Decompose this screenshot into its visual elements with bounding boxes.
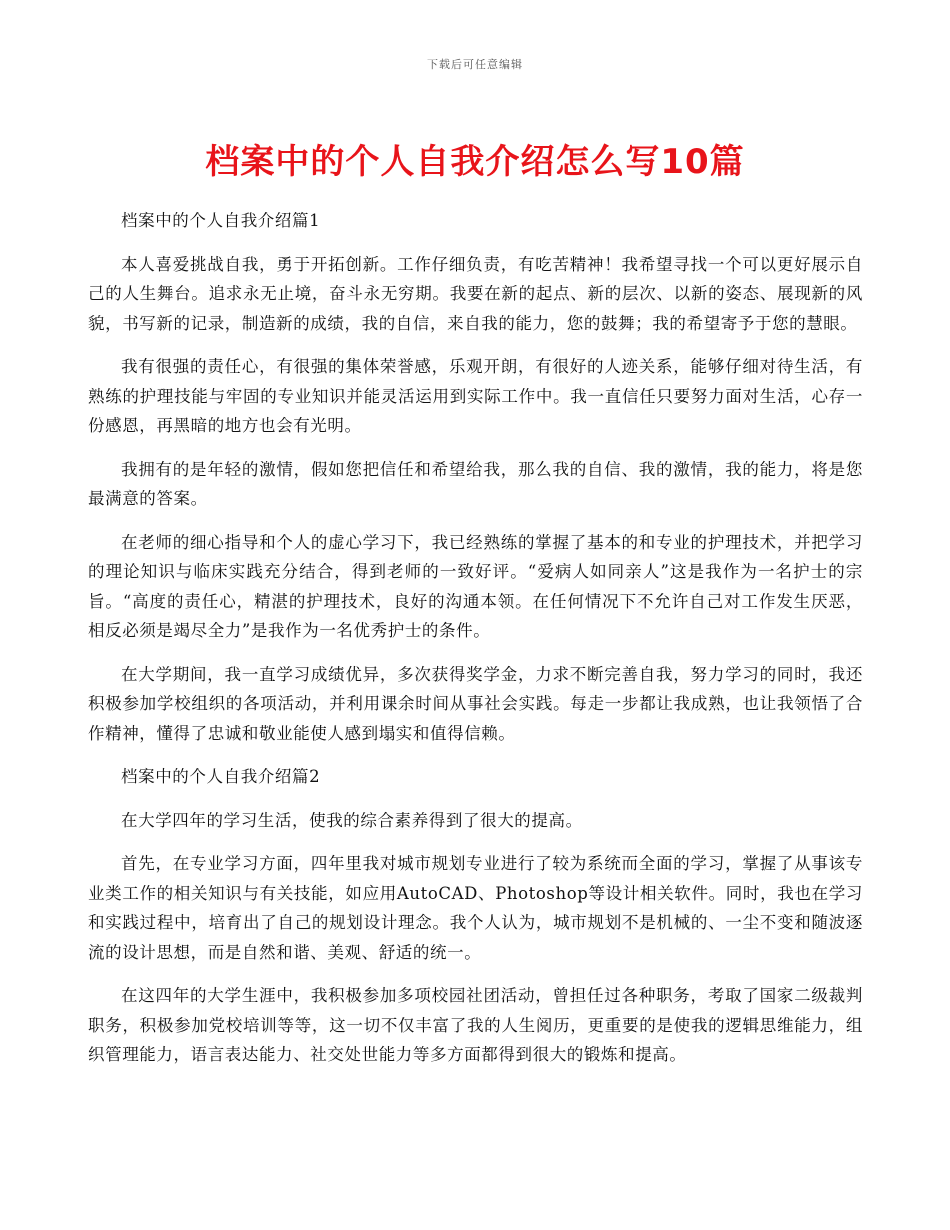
section-heading-2: 档案中的个人自我介绍篇2 <box>121 767 321 786</box>
paragraph: 在大学期间，我一直学习成绩优异，多次获得奖学金，力求不断完善自我，努力学习的同时，我还积极参加学校组织的各项活动，并利用课余时间从事社会实践。每走一步都让我成熟，也让我领悟了合作精神，懂得了忠诚和敬业能使人感到塌实和值得信赖。 <box>88 664 863 743</box>
paragraph: 本人喜爱挑战自我，勇于开拓创新。工作仔细负责，有吃苦精神！我希望寻找一个可以更好展示自己的人生舞台。追求永无止境，奋斗永无穷期。我要在新的起点、新的层次、以新的姿态、展现新的风貌，书写新的记录，制造新的成绩，我的自信，来自我的能力，您的鼓舞；我的希望寄予于您的慧眼。 <box>88 254 863 333</box>
paragraph: 我有很强的责任心，有很强的集体荣誉感，乐观开朗，有很好的人迹关系，能够仔细对待生活，有熟练的护理技能与牢固的专业知识并能灵活运用到实际工作中。我一直信任只要努力面对生活，心存一份感恩，再黑暗的地方也会有光明。 <box>88 357 863 435</box>
section-heading-1: 档案中的个人自我介绍篇1 <box>121 211 321 230</box>
paragraph: 首先，在专业学习方面，四年里我对城市规划专业进行了较为系统而全面的学习，掌握了从事该专业类工作的相关知识与有关技能，如应用AutoCAD、Photoshop等设计相关软件。同时，我也在学习和实践过程中，培育出了自己的规划设计理念。我个人认为，城市规划不是机械的、一尘不变和随波逐流的设计思想，而是自然和谐、美观、舒适的统一。 <box>88 854 863 962</box>
paragraph: 在老师的细心指导和个人的虚心学习下，我已经熟练的掌握了基本的和专业的护理技术，并把学习的理论知识与临床实践充分结合，得到老师的一致好评。“爱病人如同亲人”这是我作为一名护士的宗旨。“高度的责任心，精湛的护理技术，良好的沟通本领。在任何情况下不允许自己对工作发生厌恶，相反必须是竭尽全力”是我作为一名优秀护士的条件。 <box>88 532 863 640</box>
document-title: 档案中的个人自我介绍怎么写10篇 <box>205 142 745 182</box>
header-note: 下载后可任意编辑 <box>427 58 523 71</box>
paragraph: 我拥有的是年轻的激情，假如您把信任和希望给我，那么我的自信、我的激情，我的能力，将是您最满意的答案。 <box>88 459 863 508</box>
paragraph: 在大学四年的学习生活，使我的综合素养得到了很大的提高。 <box>121 810 583 830</box>
document-body <box>88 206 863 1084</box>
paragraph: 在这四年的大学生涯中，我积极参加多项校园社团活动，曾担任过各种职务，考取了国家二级裁判职务，积极参加党校培训等等，这一切不仅丰富了我的人生阅历，更重要的是使我的逻辑思维能力，组织管理能力，语言表达能力、社交处世能力等多方面都得到很大的锻炼和提高。 <box>88 986 863 1064</box>
